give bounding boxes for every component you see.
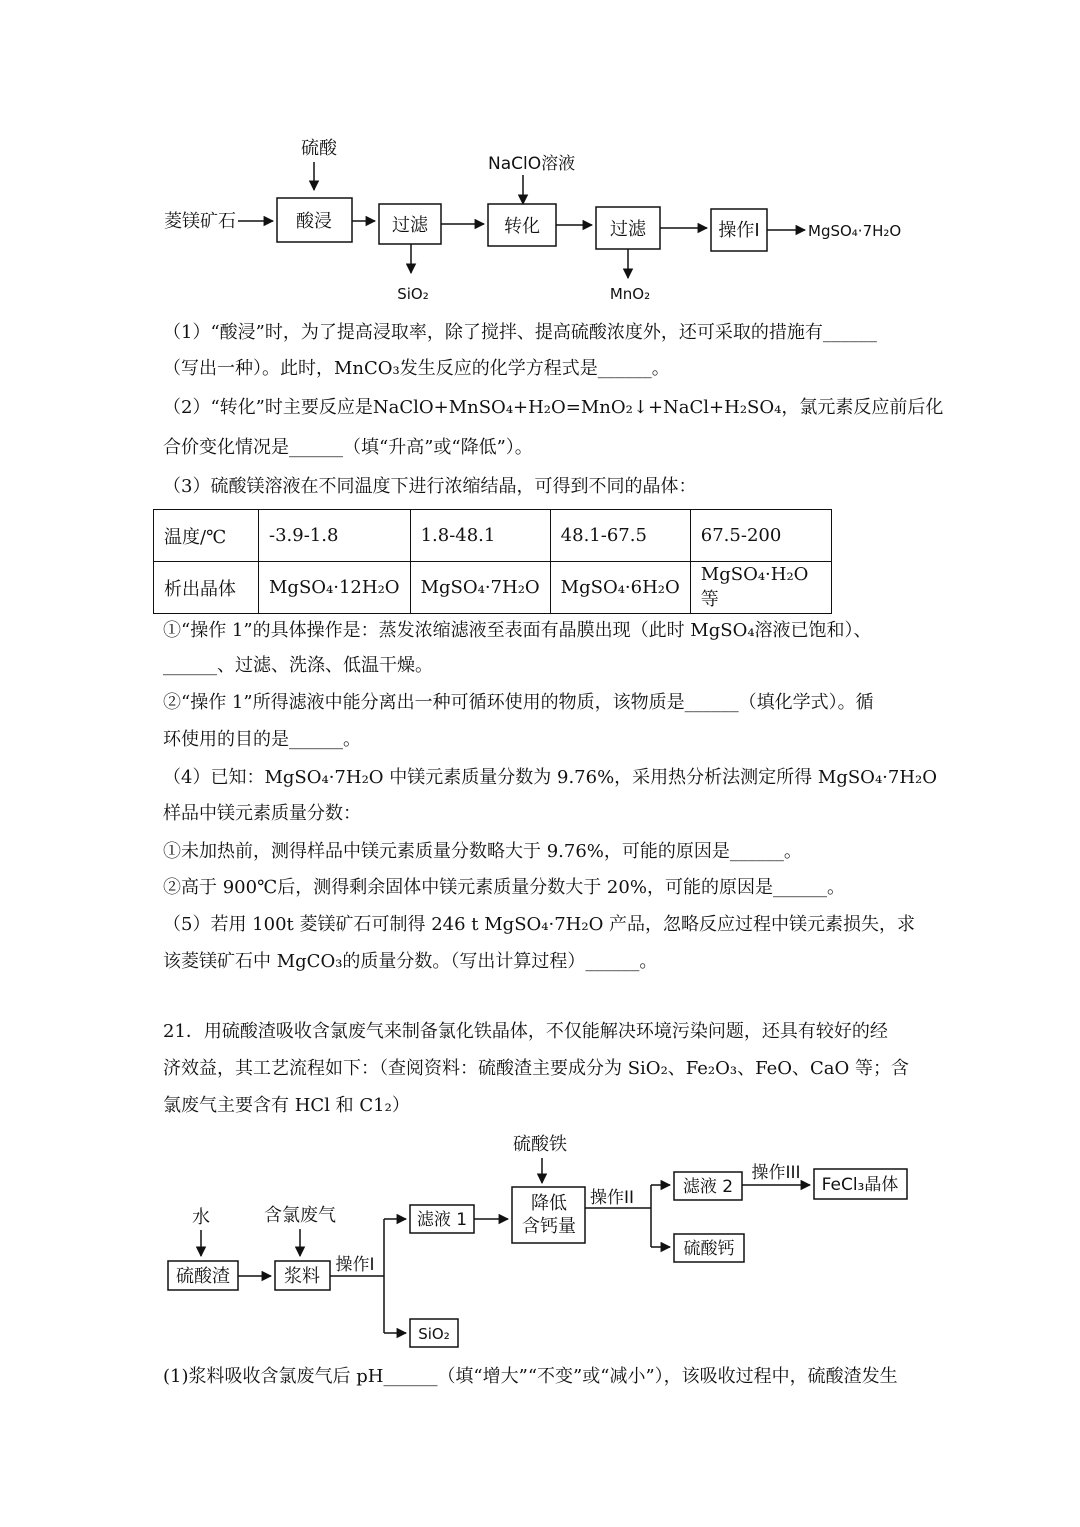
q4-line3: ①未加热前，测得样品中镁元素质量分数略大于 9.76%，可能的原因是______。 (163, 841, 802, 862)
flow2-box-residue-text: 硫酸渣 (176, 1266, 230, 1287)
flow2-box-reduce-line1: 降低 (531, 1193, 567, 1214)
flow2-op3-label: 操作III (751, 1163, 801, 1183)
flow2-gas-label: 含氯废气 (264, 1205, 336, 1226)
table-cell: MgSO₄·H₂O 等 (690, 562, 831, 614)
crystal-table (153, 509, 832, 614)
q3-sub1-line1: ①“操作 1”的具体操作是：蒸发浓缩滤液至表面有晶膜出现（此时 MgSO₄溶液已饱和）、 (163, 620, 872, 641)
flow2-op2-label: 操作II (589, 1188, 635, 1208)
flow-diagram-1-svg (0, 125, 1080, 310)
flow1-naclo-label: NaClO溶液 (488, 154, 576, 174)
flow2-box-caso4-text: 硫酸钙 (683, 1239, 735, 1259)
table-cell: MgSO₄·7H₂O (410, 562, 550, 614)
q3-sub2-line1: ②“操作 1”所得滤液中能分离出一种可循环使用的物质，该物质是______（填化学式）。循 (163, 692, 874, 713)
q21-line2: 济效益，其工艺流程如下：（查阅资料：硫酸渣主要成分为 SiO₂、Fe₂O₃、FeO、CaO 等；含 (163, 1058, 910, 1079)
flow1-box-op1-text: 操作I (718, 220, 760, 241)
q2-line2: 合价变化情况是______（填“升高”或“降低”）。 (163, 437, 533, 458)
flow1-box-filter1-text: 过滤 (392, 215, 428, 236)
table-cell: 析出晶体 (154, 562, 259, 614)
table-row (154, 510, 832, 562)
flow1-box-convert-text: 转化 (504, 216, 540, 237)
flow2-box-filtrate1-text: 滤液 1 (416, 1210, 468, 1230)
flow2-box-reduce-line2: 含钙量 (522, 1216, 576, 1237)
flow1-output-label: MgSO₄·7H₂O (808, 222, 902, 240)
flow1-acid-label: 硫酸 (301, 138, 337, 159)
flow1-mno2-label: MnO₂ (609, 285, 651, 303)
q4-line4: ②高于 900℃后，测得剩余固体中镁元素质量分数大于 20%，可能的原因是______。 (163, 877, 845, 898)
q1-line2: （写出一种）。此时，MnCO₃发生反应的化学方程式是______。 (163, 358, 670, 379)
flow2-box-filtrate2-text: 滤液 2 (682, 1177, 734, 1197)
q21-line3: 氯废气主要含有 HCl 和 C1₂） (163, 1095, 410, 1116)
flow2-box-slurry-text: 浆料 (284, 1266, 320, 1287)
table-cell: 1.8-48.1 (410, 510, 550, 562)
table-cell: -3.9-1.8 (259, 510, 411, 562)
q5-line2: 该菱镁矿石中 MgCO₃的质量分数。（写出计算过程）______。 (163, 951, 658, 972)
q5-line1: （5）若用 100t 菱镁矿石可制得 246 t MgSO₄·7H₂O 产品，忽略反应过程中镁元素损失，求 (163, 914, 916, 935)
q21-1-line1: (1)浆料吸收含氯废气后 pH______（填“增大”“不变”或“减小”），该吸收过程中，硫酸渣发生 (163, 1366, 898, 1387)
flow-diagram-2-svg (0, 1125, 1080, 1355)
flow1-box-filter2-text: 过滤 (610, 219, 646, 240)
table-cell: MgSO₄·6H₂O (550, 562, 690, 614)
q3-line1: （3）硫酸镁溶液在不同温度下进行浓缩结晶，可得到不同的晶体： (163, 476, 697, 497)
table-cell: 48.1-67.5 (550, 510, 690, 562)
table-cell: 67.5-200 (690, 510, 831, 562)
q2-line1: （2）“转化”时主要反应是NaClO+MnSO₄+H₂O=MnO₂↓+NaCl+H₂SO₄，氯元素反应前后化 (163, 397, 944, 418)
table-cell: MgSO₄·12H₂O (259, 562, 411, 614)
flow2-water-label: 水 (192, 1207, 210, 1228)
q4-line1: （4）已知：MgSO₄·7H₂O 中镁元素质量分数为 9.76%，采用热分析法测定所得 MgSO₄·7H₂O (163, 767, 937, 788)
table-row (154, 562, 832, 614)
flow-diagram-1 (0, 125, 1080, 310)
flow2-box-product-text: FeCl₃晶体 (821, 1175, 899, 1195)
flow1-box-leach-text: 酸浸 (296, 211, 332, 232)
flow1-sio2-label: SiO₂ (397, 285, 429, 303)
table-cell: 温度/℃ (154, 510, 259, 562)
flow2-op1-label: 操作I (335, 1255, 375, 1275)
flow-diagram-2 (0, 1125, 1080, 1355)
q3-sub2-line2: 环使用的目的是______。 (163, 729, 361, 750)
q21-line1: 21．用硫酸渣吸收含氯废气来制备氯化铁晶体，不仅能解决环境污染问题，还具有较好的经 (163, 1021, 888, 1042)
q1-line1: （1）“酸浸”时，为了提高浸取率，除了搅拌、提高硫酸浓度外，还可采取的措施有______ (163, 322, 877, 343)
q4-line2: 样品中镁元素质量分数： (163, 803, 361, 824)
flow2-ferric-label: 硫酸铁 (513, 1134, 567, 1155)
flow2-box-sio2-text: SiO₂ (418, 1325, 450, 1343)
flow1-raw-label: 菱镁矿石 (164, 211, 236, 232)
q3-sub1-line2: ______、过滤、洗涤、低温干燥。 (163, 655, 433, 676)
